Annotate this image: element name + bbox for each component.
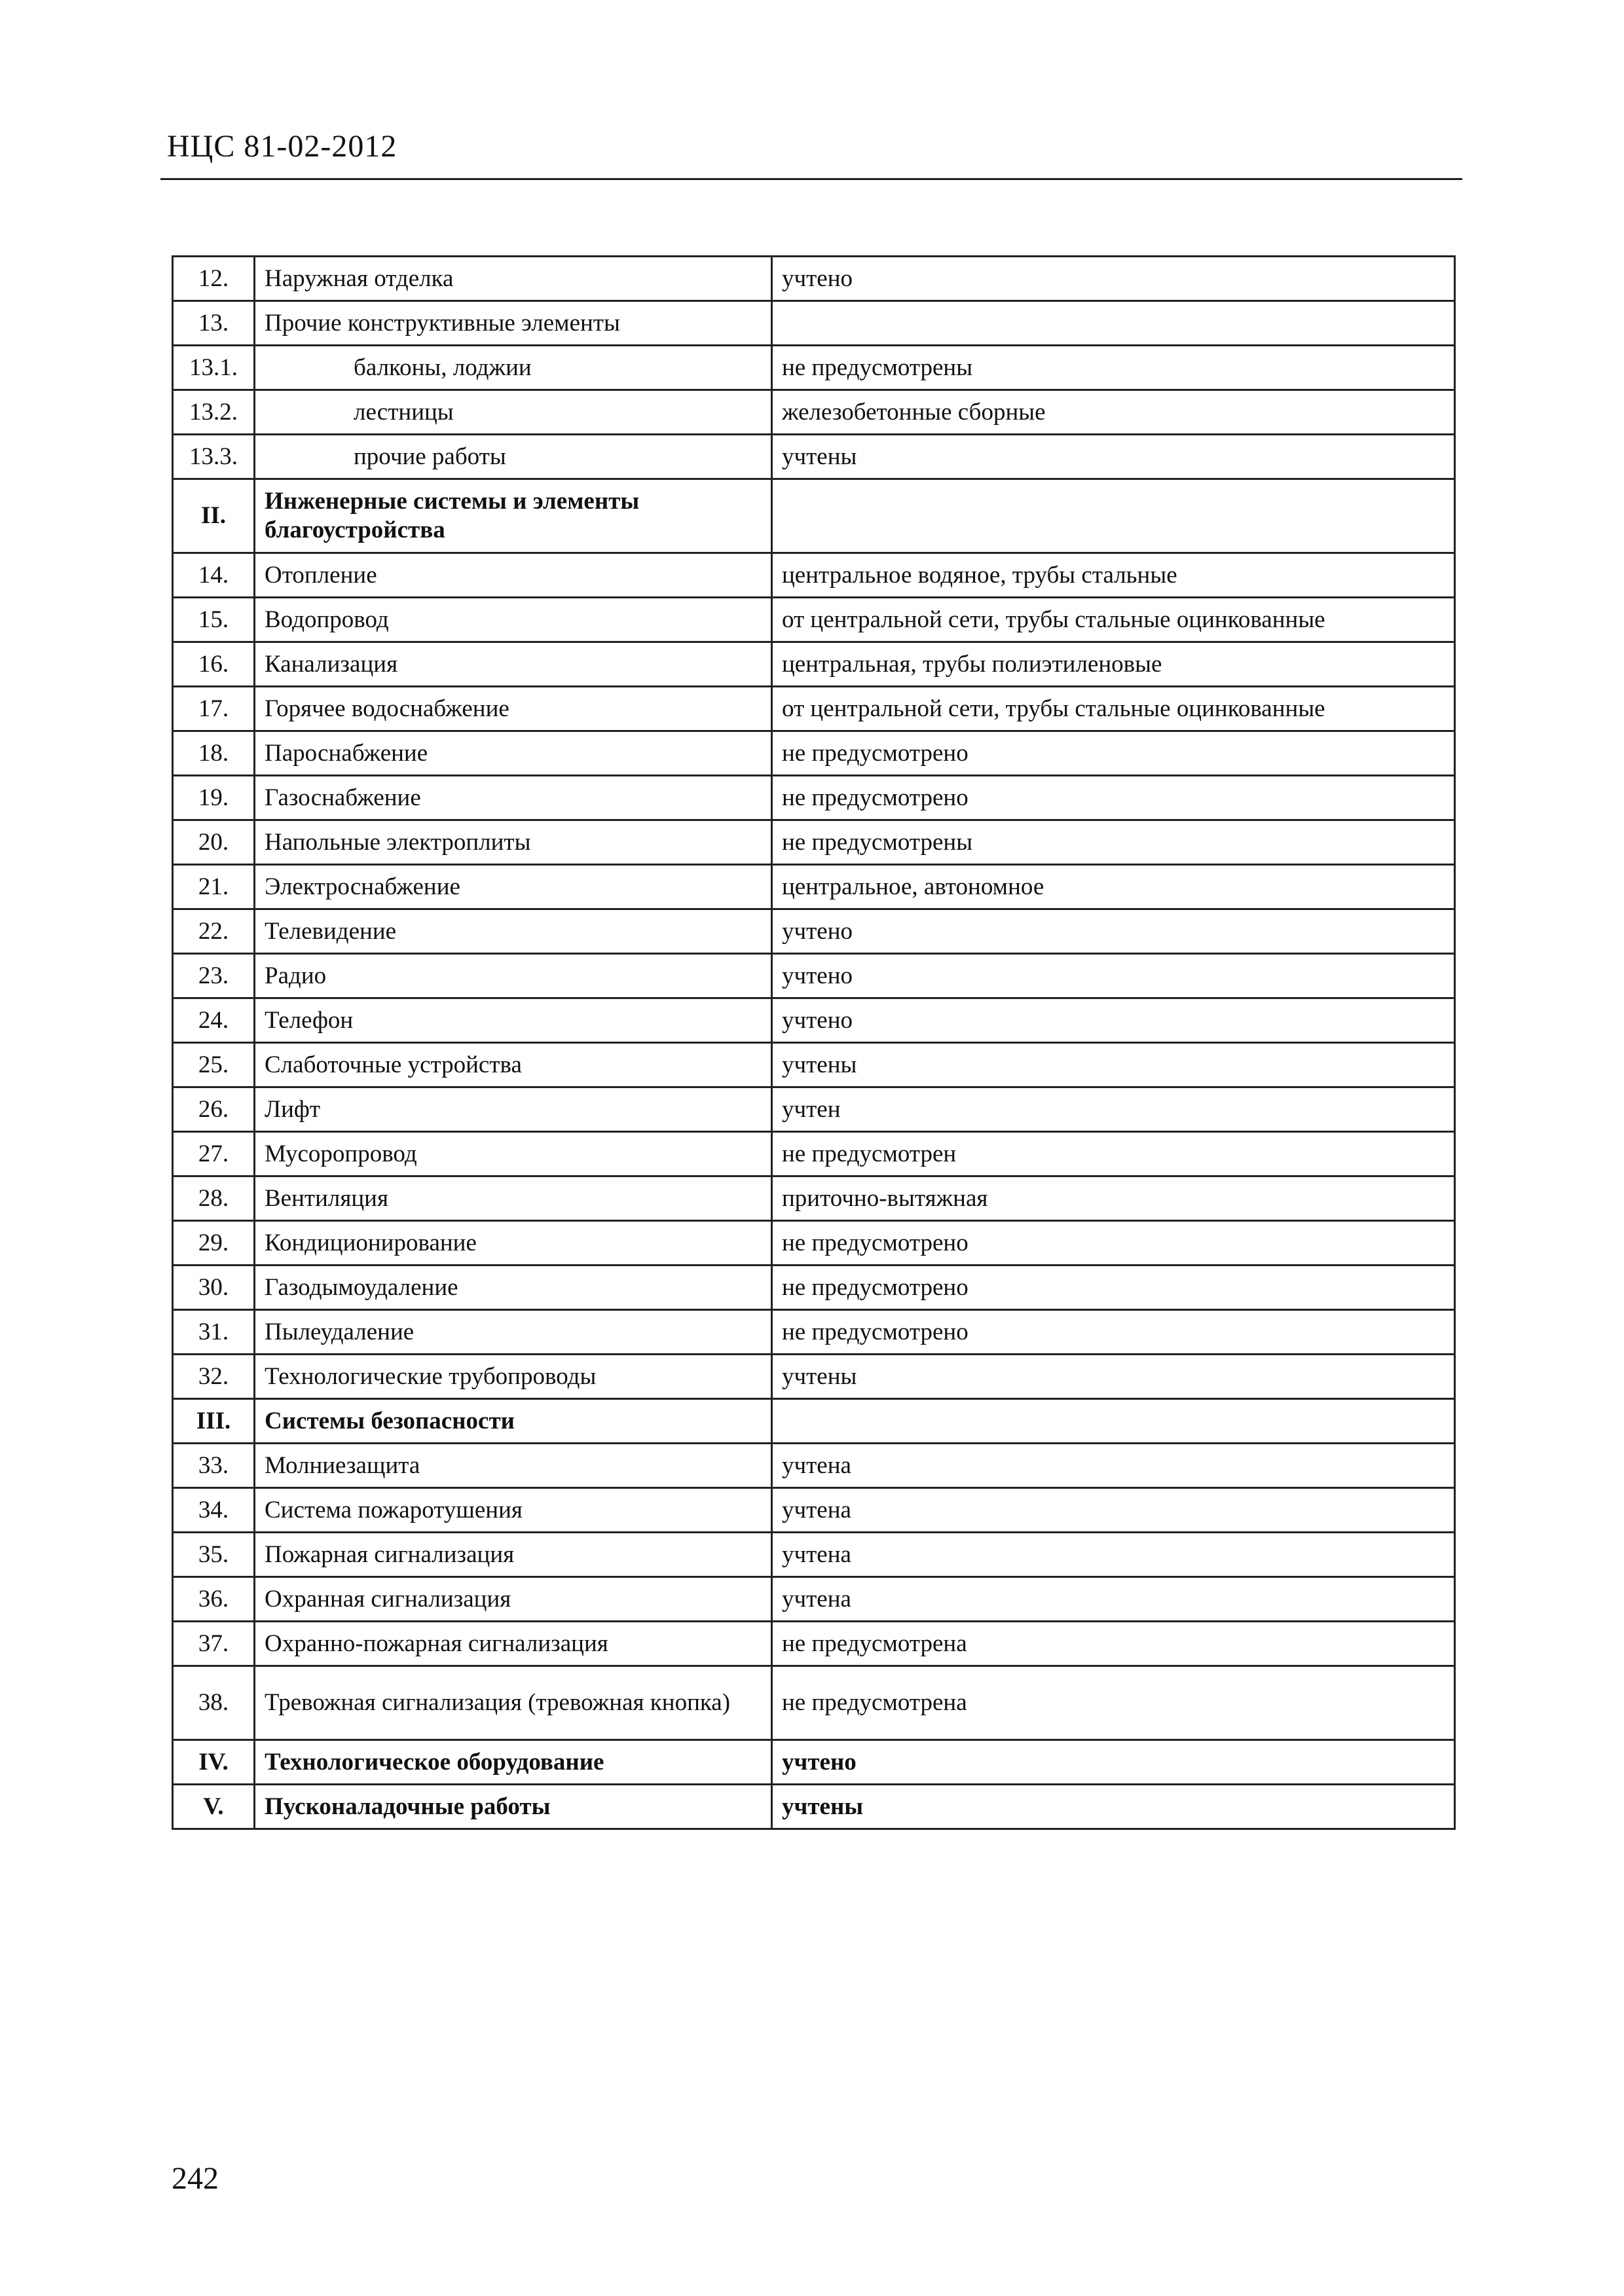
row-value-cell: не предусмотрена <box>772 1622 1455 1666</box>
table-row <box>173 1087 1455 1132</box>
row-value-cell: учтена <box>772 1577 1455 1622</box>
table-row <box>173 909 1455 954</box>
row-number-cell: 18. <box>173 731 255 776</box>
table-row <box>173 598 1455 642</box>
row-number-cell: 36. <box>173 1577 255 1622</box>
row-value-cell: центральное водяное, трубы стальные <box>772 553 1455 598</box>
row-number-cell: 25. <box>173 1043 255 1087</box>
row-value-cell: учтена <box>772 1488 1455 1533</box>
row-name-cell: Радио <box>255 954 772 998</box>
table-row <box>173 1740 1455 1785</box>
row-number-cell: 17. <box>173 687 255 731</box>
table-row <box>173 1622 1455 1666</box>
row-name-cell: Пожарная сигнализация <box>255 1533 772 1577</box>
row-number-cell: 34. <box>173 1488 255 1533</box>
table-row <box>173 998 1455 1043</box>
row-name-cell: Система пожаротушения <box>255 1488 772 1533</box>
row-number-cell: II. <box>173 479 255 553</box>
row-name-cell: Вентиляция <box>255 1176 772 1221</box>
row-name-cell: Лифт <box>255 1087 772 1132</box>
row-number-cell: 12. <box>173 257 255 301</box>
table-row <box>173 301 1455 346</box>
row-value-cell <box>772 479 1455 553</box>
row-value-cell: от центральной сети, трубы стальные оцинкованные <box>772 687 1455 731</box>
row-value-cell: не предусмотрено <box>772 1221 1455 1266</box>
row-name-cell: Канализация <box>255 642 772 687</box>
row-name-cell: Водопровод <box>255 598 772 642</box>
row-name-cell: Пылеудаление <box>255 1310 772 1355</box>
header-rule <box>160 178 1462 180</box>
row-number-cell: 22. <box>173 909 255 954</box>
row-number-cell: 16. <box>173 642 255 687</box>
row-name-cell: Молниезащита <box>255 1444 772 1488</box>
row-name-cell: лестницы <box>255 390 772 435</box>
row-value-cell: учтены <box>772 1355 1455 1399</box>
table-row <box>173 642 1455 687</box>
row-value-cell: учтены <box>772 435 1455 479</box>
row-number-cell: 37. <box>173 1622 255 1666</box>
row-name-cell: Охранно-пожарная сигнализация <box>255 1622 772 1666</box>
row-name-cell: Охранная сигнализация <box>255 1577 772 1622</box>
row-name-cell: Тревожная сигнализация (тревожная кнопка) <box>255 1666 772 1740</box>
row-number-cell: 38. <box>173 1666 255 1740</box>
row-name-cell: Пусконаладочные работы <box>255 1785 772 1829</box>
row-name-cell: Технологические трубопроводы <box>255 1355 772 1399</box>
row-value-cell: не предусмотрены <box>772 346 1455 390</box>
table-row <box>173 1132 1455 1176</box>
row-number-cell: 35. <box>173 1533 255 1577</box>
row-number-cell: 20. <box>173 820 255 865</box>
row-value-cell: учтена <box>772 1444 1455 1488</box>
row-value-cell: не предусмотрены <box>772 820 1455 865</box>
row-number-cell: 24. <box>173 998 255 1043</box>
specification-table-body <box>173 257 1455 1829</box>
table-row <box>173 1785 1455 1829</box>
row-value-cell: железобетонные сборные <box>772 390 1455 435</box>
row-name-cell: Отопление <box>255 553 772 598</box>
table-row <box>173 1355 1455 1399</box>
row-name-cell: Пароснабжение <box>255 731 772 776</box>
table-row <box>173 776 1455 820</box>
row-number-cell: 13.1. <box>173 346 255 390</box>
row-name-cell: Электроснабжение <box>255 865 772 909</box>
table-row <box>173 954 1455 998</box>
row-number-cell: 27. <box>173 1132 255 1176</box>
row-value-cell: приточно-вытяжная <box>772 1176 1455 1221</box>
row-number-cell: 14. <box>173 553 255 598</box>
row-value-cell: учтены <box>772 1785 1455 1829</box>
row-name-cell: Напольные электроплиты <box>255 820 772 865</box>
row-value-cell: учтен <box>772 1087 1455 1132</box>
row-number-cell: 30. <box>173 1266 255 1310</box>
row-name-cell: Газоснабжение <box>255 776 772 820</box>
row-name-cell: Слаботочные устройства <box>255 1043 772 1087</box>
row-name-cell: Телефон <box>255 998 772 1043</box>
page-number: 242 <box>172 2161 219 2196</box>
row-number-cell: V. <box>173 1785 255 1829</box>
row-number-cell: 29. <box>173 1221 255 1266</box>
row-name-cell: Наружная отделка <box>255 257 772 301</box>
table-row <box>173 1221 1455 1266</box>
table-row <box>173 865 1455 909</box>
row-value-cell: не предусмотрен <box>772 1132 1455 1176</box>
table-row <box>173 553 1455 598</box>
table-row <box>173 1266 1455 1310</box>
table-row <box>173 687 1455 731</box>
row-name-cell: Прочие конструктивные элементы <box>255 301 772 346</box>
document-header-title: НЦС 81-02-2012 <box>167 129 397 164</box>
row-value-cell: не предусмотрена <box>772 1666 1455 1740</box>
row-name-cell: Телевидение <box>255 909 772 954</box>
row-number-cell: 33. <box>173 1444 255 1488</box>
row-value-cell: центральное, автономное <box>772 865 1455 909</box>
row-value-cell: учтены <box>772 1043 1455 1087</box>
table-row <box>173 346 1455 390</box>
table-row <box>173 1577 1455 1622</box>
row-name-cell: Технологическое оборудование <box>255 1740 772 1785</box>
row-number-cell: 32. <box>173 1355 255 1399</box>
table-row <box>173 1444 1455 1488</box>
row-number-cell: IV. <box>173 1740 255 1785</box>
table-row <box>173 1533 1455 1577</box>
row-name-cell: балконы, лоджии <box>255 346 772 390</box>
row-value-cell: от центральной сети, трубы стальные оцинкованные <box>772 598 1455 642</box>
row-value-cell: не предусмотрено <box>772 731 1455 776</box>
row-value-cell <box>772 301 1455 346</box>
row-value-cell: не предусмотрено <box>772 1266 1455 1310</box>
row-number-cell: 21. <box>173 865 255 909</box>
row-number-cell: 23. <box>173 954 255 998</box>
row-number-cell: 13.2. <box>173 390 255 435</box>
table-row <box>173 435 1455 479</box>
row-number-cell: 26. <box>173 1087 255 1132</box>
row-value-cell: учтено <box>772 909 1455 954</box>
row-value-cell <box>772 1399 1455 1444</box>
table-row <box>173 1488 1455 1533</box>
table-row <box>173 1176 1455 1221</box>
row-number-cell: 19. <box>173 776 255 820</box>
table-row <box>173 1043 1455 1087</box>
row-value-cell: не предусмотрено <box>772 1310 1455 1355</box>
row-number-cell: III. <box>173 1399 255 1444</box>
table-row <box>173 1399 1455 1444</box>
table-row <box>173 479 1455 553</box>
row-value-cell: учтено <box>772 998 1455 1043</box>
row-value-cell: учтено <box>772 954 1455 998</box>
row-number-cell: 31. <box>173 1310 255 1355</box>
row-name-cell: Кондиционирование <box>255 1221 772 1266</box>
table-row <box>173 731 1455 776</box>
row-value-cell: учтено <box>772 1740 1455 1785</box>
row-name-cell: прочие работы <box>255 435 772 479</box>
row-number-cell: 15. <box>173 598 255 642</box>
table-row <box>173 390 1455 435</box>
specification-table <box>172 255 1456 1830</box>
row-number-cell: 13.3. <box>173 435 255 479</box>
row-name-cell: Горячее водоснабжение <box>255 687 772 731</box>
table-row <box>173 1310 1455 1355</box>
row-value-cell: учтено <box>772 257 1455 301</box>
table-row <box>173 257 1455 301</box>
row-name-cell: Инженерные системы и элементы благоустройства <box>255 479 772 553</box>
row-value-cell: учтена <box>772 1533 1455 1577</box>
table-row <box>173 1666 1455 1740</box>
table-row <box>173 820 1455 865</box>
row-number-cell: 13. <box>173 301 255 346</box>
row-value-cell: не предусмотрено <box>772 776 1455 820</box>
row-number-cell: 28. <box>173 1176 255 1221</box>
row-name-cell: Мусоропровод <box>255 1132 772 1176</box>
row-name-cell: Газодымоудаление <box>255 1266 772 1310</box>
row-value-cell: центральная, трубы полиэтиленовые <box>772 642 1455 687</box>
row-name-cell: Системы безопасности <box>255 1399 772 1444</box>
